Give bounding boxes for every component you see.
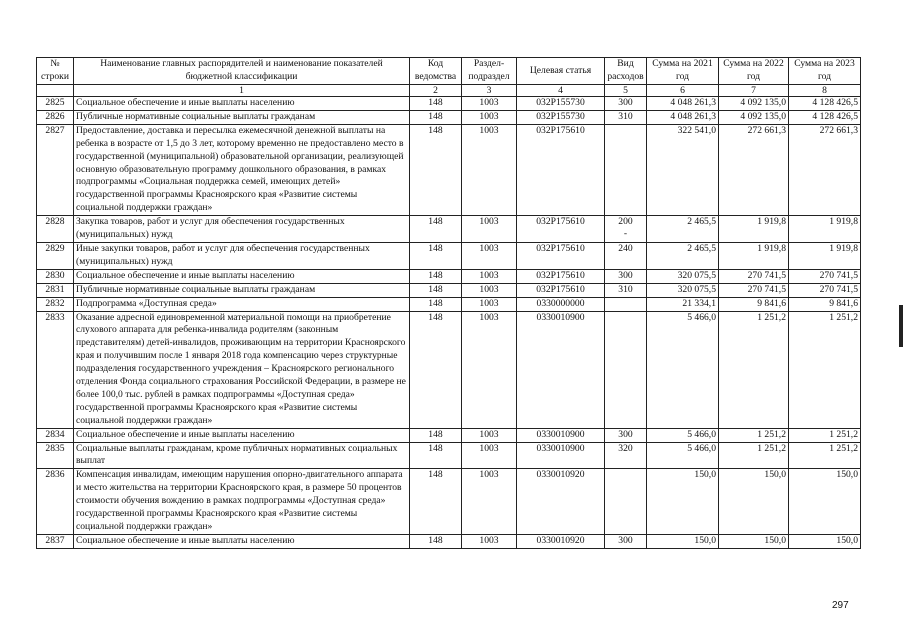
- row-name: Публичные нормативные социальные выплаты гражданам: [74, 283, 410, 297]
- row-vid-cell: [605, 216, 647, 243]
- row-sum-2023: 4 128 426,5: [789, 97, 861, 111]
- page-number: 297: [832, 600, 849, 611]
- column-number: 1: [74, 85, 410, 97]
- row-tselevaya: 032P155730: [517, 97, 605, 111]
- row-razdel: 1003: [462, 110, 517, 124]
- row-name: Компенсация инвалидам, имеющим нарушения опорно-двигательного аппарата и место жительства на территории Красноярского края, в размере 50 процентов стоимости обучения вождению в рамках подпрограммы «Доступная среда» государственной программы Красноярского края «Развитие системы социальной поддержки граждан»: [74, 469, 410, 535]
- row-tselevaya: 032P175610: [517, 242, 605, 269]
- row-sum-2021: 4 048 261,3: [647, 110, 719, 124]
- header-vid: Вид расходов: [605, 58, 647, 85]
- header-sum-2021: Сумма на 2021 год: [647, 58, 719, 85]
- row-vid: 300: [605, 97, 647, 111]
- row-name: Подпрограмма «Доступная среда»: [74, 297, 410, 311]
- table-row: [37, 269, 861, 283]
- row-number: 2837: [37, 534, 74, 548]
- row-sum-2022: 150,0: [719, 469, 789, 535]
- row-razdel: 1003: [462, 269, 517, 283]
- row-tselevaya: 032P175610: [517, 269, 605, 283]
- row-number: 2827: [37, 124, 74, 215]
- row-tselevaya: 0330010920: [517, 534, 605, 548]
- row-vid: [605, 469, 647, 535]
- row-vid: [605, 124, 647, 215]
- row-sum-2023: 4 128 426,5: [789, 110, 861, 124]
- row-razdel: 1003: [462, 283, 517, 297]
- header-row-number: № строки: [37, 58, 74, 85]
- header-name: Наименование главных распорядителей и наименование показателей бюджетной классификации: [74, 58, 410, 85]
- row-number: 2828: [37, 216, 74, 243]
- row-sum-2022: 1 919,8: [719, 242, 789, 269]
- row-name: Социальное обеспечение и иные выплаты населению: [74, 428, 410, 442]
- row-vid: 310: [605, 283, 647, 297]
- row-sum-2023: 150,0: [789, 534, 861, 548]
- row-sum-2021: 150,0: [647, 534, 719, 548]
- row-name: Закупка товаров, работ и услуг для обеспечения государственных (муниципальных) нужд: [74, 216, 410, 243]
- row-tselevaya: 0330010900: [517, 442, 605, 469]
- row-tselevaya: 032P175610: [517, 124, 605, 215]
- row-sum-2023: 270 741,5: [789, 283, 861, 297]
- table-row: [37, 110, 861, 124]
- row-sum-2022: 150,0: [719, 534, 789, 548]
- row-number: 2830: [37, 269, 74, 283]
- row-number: 2835: [37, 442, 74, 469]
- row-tselevaya: 0330010900: [517, 428, 605, 442]
- row-sum-2022: 9 841,6: [719, 297, 789, 311]
- header-razdel: Раздел-подраздел: [462, 58, 517, 85]
- column-number: 8: [789, 85, 861, 97]
- row-razdel: 1003: [462, 469, 517, 535]
- budget-table: [36, 57, 861, 549]
- row-sum-2023: 1 251,2: [789, 428, 861, 442]
- column-number: 7: [719, 85, 789, 97]
- row-sum-2023: 1 919,8: [789, 216, 861, 243]
- row-tselevaya: 0330010920: [517, 469, 605, 535]
- row-vid: 300: [605, 269, 647, 283]
- row-sum-2023: 1 251,2: [789, 311, 861, 428]
- row-vid: [605, 311, 647, 428]
- row-sum-2021: 21 334,1: [647, 297, 719, 311]
- row-number: 2836: [37, 469, 74, 535]
- row-sum-2023: 1 919,8: [789, 242, 861, 269]
- header-ved: Код ведомства: [410, 58, 462, 85]
- row-ved: 148: [410, 283, 462, 297]
- row-tselevaya: 032P155730: [517, 110, 605, 124]
- row-ved: 148: [410, 534, 462, 548]
- table-row: [37, 97, 861, 111]
- row-ved: 148: [410, 469, 462, 535]
- row-vid: 300: [605, 428, 647, 442]
- table-row: [37, 242, 861, 269]
- row-sum-2022: 1 251,2: [719, 442, 789, 469]
- header-row: [37, 58, 861, 85]
- row-ved: 148: [410, 124, 462, 215]
- header-sum-2023: Сумма на 2023 год: [789, 58, 861, 85]
- row-ved: 148: [410, 110, 462, 124]
- row-sum-2021: 322 541,0: [647, 124, 719, 215]
- binding-edge-mark: [899, 305, 903, 347]
- row-vid: [605, 297, 647, 311]
- row-number: 2831: [37, 283, 74, 297]
- row-sum-2022: 270 741,5: [719, 269, 789, 283]
- row-ved: 148: [410, 216, 462, 243]
- row-sum-2021: 4 048 261,3: [647, 97, 719, 111]
- row-sum-2021: 320 075,5: [647, 283, 719, 297]
- column-number: 6: [647, 85, 719, 97]
- row-sum-2021: 150,0: [647, 469, 719, 535]
- header-tselevaya: Целевая статья: [517, 58, 605, 85]
- row-razdel: 1003: [462, 428, 517, 442]
- row-ved: 148: [410, 269, 462, 283]
- column-number: 5: [605, 85, 647, 97]
- table-row: [37, 124, 861, 215]
- row-sum-2022: 4 092 135,0: [719, 110, 789, 124]
- row-sum-2022: 4 092 135,0: [719, 97, 789, 111]
- row-sum-2022: 1 919,8: [719, 216, 789, 243]
- row-sum-2023: 270 741,5: [789, 269, 861, 283]
- row-name: Социальное обеспечение и иные выплаты населению: [74, 97, 410, 111]
- row-number: 2832: [37, 297, 74, 311]
- column-number-row: [37, 85, 861, 97]
- row-number: 2829: [37, 242, 74, 269]
- column-number: 4: [517, 85, 605, 97]
- table-row: [37, 283, 861, 297]
- row-vid: 240: [605, 242, 647, 269]
- row-razdel: 1003: [462, 124, 517, 215]
- row-vid-note: -: [623, 228, 628, 240]
- row-razdel: 1003: [462, 97, 517, 111]
- row-vid: 300: [605, 534, 647, 548]
- row-tselevaya: 0330010900: [517, 311, 605, 428]
- row-razdel: 1003: [462, 534, 517, 548]
- row-name: Оказание адресной единовременной материальной помощи на приобретение слухового аппарата для ребенка-инвалида родителям (законным представителям) детей-инвалидов, проживающим на территории Красноярского края и получившим после 1 января 2018 года компенсацию через структурные подразделения государственного учреждения – Красноярского регионального отделения Фонда социального страхования Российской Федерации, в размере не более 100,0 тыс. рублей в рамках подпрограммы «Доступная среда» государственной программы Красноярского края «Развитие системы социальной поддержки граждан»: [74, 311, 410, 428]
- row-razdel: 1003: [462, 442, 517, 469]
- table-row: [37, 216, 861, 243]
- table-row: [37, 534, 861, 548]
- row-vid: 200: [618, 216, 633, 228]
- table-row: [37, 469, 861, 535]
- row-ved: 148: [410, 311, 462, 428]
- row-sum-2022: 1 251,2: [719, 428, 789, 442]
- row-sum-2021: 5 466,0: [647, 428, 719, 442]
- table-row: [37, 311, 861, 428]
- row-sum-2021: 320 075,5: [647, 269, 719, 283]
- row-sum-2021: 5 466,0: [647, 442, 719, 469]
- row-sum-2022: 1 251,2: [719, 311, 789, 428]
- row-tselevaya: 032P175610: [517, 283, 605, 297]
- row-sum-2023: 9 841,6: [789, 297, 861, 311]
- row-name: Иные закупки товаров, работ и услуг для обеспечения государственных (муниципальных) нужд: [74, 242, 410, 269]
- row-sum-2021: 2 465,5: [647, 242, 719, 269]
- row-sum-2023: 1 251,2: [789, 442, 861, 469]
- row-razdel: 1003: [462, 297, 517, 311]
- row-sum-2023: 150,0: [789, 469, 861, 535]
- table-row: [37, 442, 861, 469]
- row-number: 2826: [37, 110, 74, 124]
- table-body: [37, 97, 861, 549]
- row-vid: 310: [605, 110, 647, 124]
- row-tselevaya: 0330000000: [517, 297, 605, 311]
- row-ved: 148: [410, 242, 462, 269]
- header-sum-2022: Сумма на 2022 год: [719, 58, 789, 85]
- table-row: [37, 428, 861, 442]
- row-sum-2021: 2 465,5: [647, 216, 719, 243]
- row-number: 2825: [37, 97, 74, 111]
- row-vid: 320: [605, 442, 647, 469]
- row-razdel: 1003: [462, 311, 517, 428]
- row-tselevaya: 032P175610: [517, 216, 605, 243]
- row-name: Социальное обеспечение и иные выплаты населению: [74, 534, 410, 548]
- row-ved: 148: [410, 442, 462, 469]
- row-sum-2021: 5 466,0: [647, 311, 719, 428]
- row-number: 2833: [37, 311, 74, 428]
- row-ved: 148: [410, 428, 462, 442]
- table-row: [37, 297, 861, 311]
- row-name: Социальное обеспечение и иные выплаты населению: [74, 269, 410, 283]
- row-number: 2834: [37, 428, 74, 442]
- row-name: Публичные нормативные социальные выплаты гражданам: [74, 110, 410, 124]
- row-ved: 148: [410, 97, 462, 111]
- row-razdel: 1003: [462, 216, 517, 243]
- column-number: 3: [462, 85, 517, 97]
- column-number: 2: [410, 85, 462, 97]
- row-sum-2022: 270 741,5: [719, 283, 789, 297]
- column-number: [37, 85, 74, 97]
- row-name: Предоставление, доставка и пересылка ежемесячной денежной выплаты на ребенка в возрасте от 1,5 до 3 лет, которому временно не предоставлено место в государственной (муниципальной) образовательной организации, реализующей основную образовательную программу дошкольного образования, в рамках подпрограммы «Социальная поддержка семей, имеющих детей» государственной программы Красноярского края «Развитие системы социальной поддержки граждан»: [74, 124, 410, 215]
- row-sum-2022: 272 661,3: [719, 124, 789, 215]
- row-ved: 148: [410, 297, 462, 311]
- row-sum-2023: 272 661,3: [789, 124, 861, 215]
- row-razdel: 1003: [462, 242, 517, 269]
- row-name: Социальные выплаты гражданам, кроме публичных нормативных социальных выплат: [74, 442, 410, 469]
